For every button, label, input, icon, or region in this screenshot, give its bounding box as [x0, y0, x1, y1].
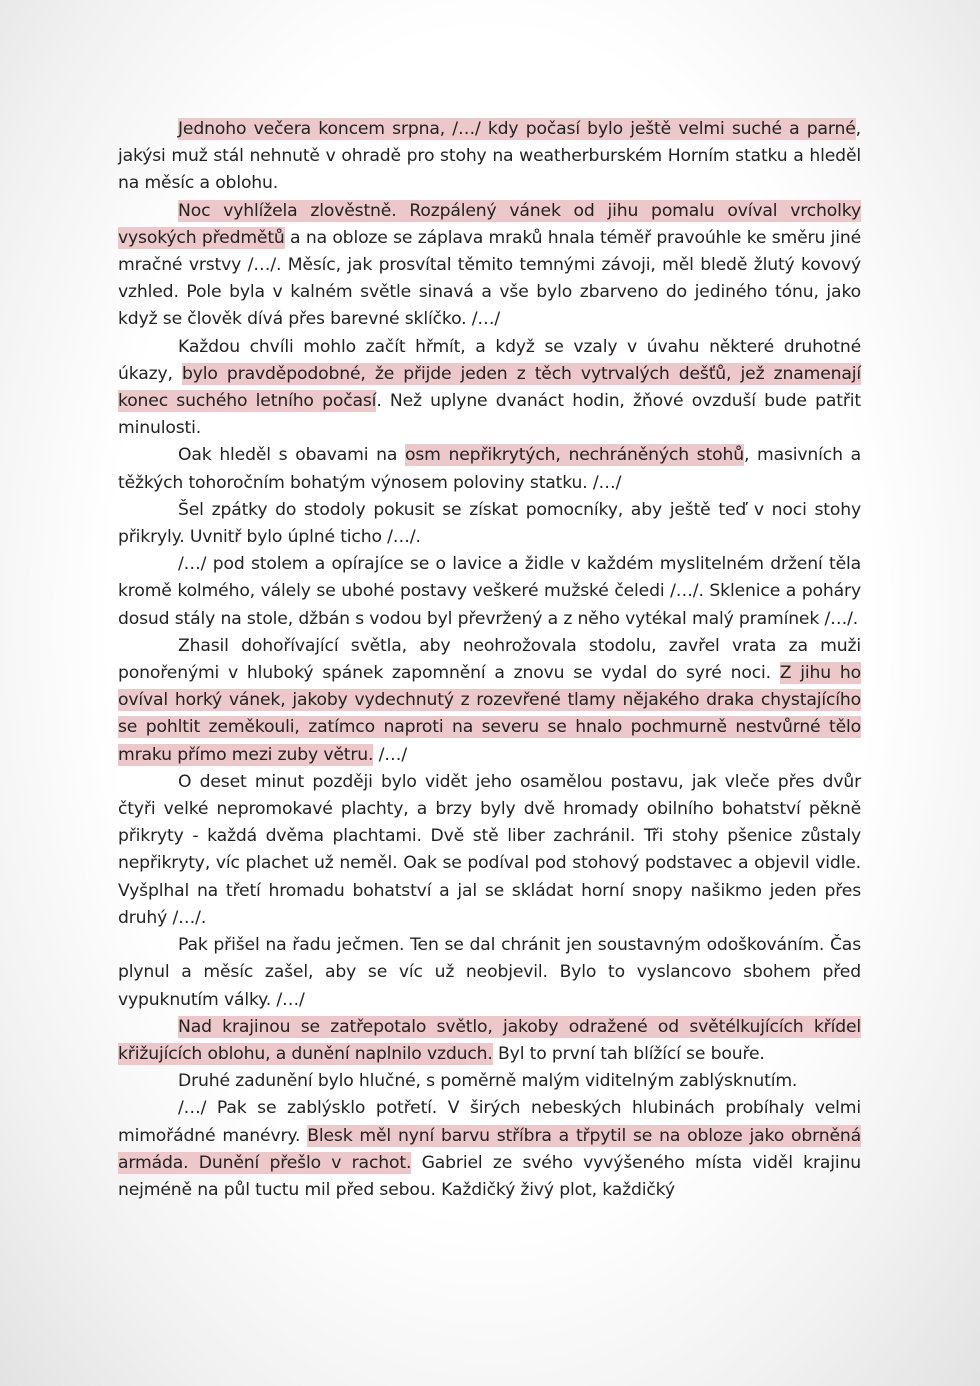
paragraph-8 — [118, 769, 861, 932]
paragraph-text: Oak hleděl s obavami na — [178, 445, 405, 466]
highlighted-text: Jednoho večera koncem srpna, /…/ kdy počasí bylo ještě velmi suché a parné — [178, 119, 856, 139]
highlighted-text: Nad krajinou se zatřepotalo světlo, jakoby odražené od světélkujících křídel křižujících oblohu, a dunění naplnilo vzduch. — [118, 1016, 861, 1064]
paragraph-7 — [118, 633, 861, 769]
document-page — [118, 116, 861, 1204]
paragraph-text: O deset minut později bylo vidět jeho osamělou postavu, jak vleče přes dvůr čtyři velké nepromokavé plachty, a brzy byly dvě hromady obilního bohatství pěkně přikryty - každá dvěma plachtami. Dvě stě liber zachránil. Tři stohy pšenice zůstaly nepřikryty, víc plachet už neměl. Oak se podíval pod stohový podstavec a objevil vidle. Vyšplhal na třetí hromadu bohatství a jal se skládat horní snopy našikmo jeden přes druhý /…/. — [118, 771, 861, 928]
paragraph-2 — [118, 198, 861, 334]
highlighted-text: Z jihu ho ovíval horký vánek, jakoby vydechnutý z rozevřené tlamy nějakého draka chystajícího se pohltit zeměkouli, zatímco naproti na severu se hnalo pochmurně nestvůrné tělo mraku přímo mezi zuby větru. — [118, 663, 861, 765]
paragraph-text: Pak přišel na řadu ječmen. Ten se dal chránit jen soustavným odoškováním. Čas plynul a měsíc zašel, aby se víc už neobjevil. Bylo to vyslancovo sbohem před vypuknutím války. /…/ — [118, 935, 861, 1010]
paragraph-10 — [118, 1014, 861, 1068]
paragraph-text: /…/ pod stolem a opírajíce se o lavice a židle v každém myslitelném držení těla kromě kolmého, válely se ubohé postavy veškeré mužské čeledi /…/. Sklenice a poháry dosud stály na stole, džbán s vodou byl převržený a z něho vytékal malý pramínek /…/. — [118, 554, 861, 629]
paragraph-text: /…/ Pak se zablýsklo potřetí. V širých nebeských hlubinách probíhaly velmi mimořádné manévry. — [118, 1098, 861, 1146]
paragraph-text: , masivních a těžkých tohoročním bohatým výnosem poloviny statku. /…/ — [118, 445, 861, 493]
paragraph-12 — [118, 1095, 861, 1204]
paragraph-text: Šel zpátky do stodoly pokusit se získat pomocníky, aby ještě teď v noci stohy přikryly. Uvnitř bylo úplné ticho /…/. — [118, 499, 861, 548]
paragraph-11 — [118, 1068, 861, 1095]
paragraph-9 — [118, 932, 861, 1014]
paragraph-text: . Než uplyne dvanáct hodin, žňové ovzduší bude patřit minulosti. — [118, 391, 861, 439]
highlighted-text: bylo pravděpodobné, že přijde jeden z těch vytrvalých dešťů, jež znamenají konec suchého letního počasí — [118, 363, 861, 412]
paragraph-text: Zhasil dohořívající světla, aby neohrožovala stodolu, zavřel vrata za muži ponořenými v hluboký spánek zapomnění a znovu se vydal do syré noci. — [118, 635, 861, 684]
paragraph-text: Gabriel ze svého vyvýšeného místa viděl krajinu nejméně na půl tuctu mil před sebou. Každičký živý plot, každičký — [118, 1152, 861, 1200]
highlighted-text: osm nepřikrytých, nechráněných stohů — [405, 445, 744, 466]
paragraph-6 — [118, 551, 861, 633]
paragraph-text: a na obloze se záplava mraků hnala téměř pravoúhle ke směru jiné mračné vrstvy /…/. Měsíc, jak prosvítal těmito temnými závoji, měl bledě žlutý kovový vzhled. Pole byla v kalném světle sinavá a vše bylo zbarveno do jediného tónu, jako když se člověk dívá přes barevné sklíčko. /…/ — [118, 227, 861, 330]
paragraph-text: , jakýsi muž stál nehnutě v ohradě pro stohy na weatherburském Horním statku a hleděl na měsíc a oblohu. — [118, 119, 861, 194]
paragraph-text: Byl to první tah blížící se bouře. — [492, 1043, 765, 1064]
paragraph-3 — [118, 334, 861, 443]
highlighted-text: Noc vyhlížela zlověstně. Rozpálený vánek od jihu pomalu ovíval vrcholky vysokých předmětů — [118, 200, 861, 248]
paragraph-text: Každou chvíli mohlo začít hřmít, a když se vzaly v úvahu některé druhotné úkazy, — [118, 336, 861, 384]
paragraph-1 — [118, 116, 861, 198]
paragraph-text: Druhé zadunění bylo hlučné, s poměrně malým viditelným zablýsknutím. — [178, 1071, 798, 1092]
paragraph-5 — [118, 497, 861, 551]
paragraph-4 — [118, 442, 861, 496]
paragraph-text: /…/ — [373, 744, 407, 765]
highlighted-text: Blesk měl nyní barvu stříbra a třpytil se na obloze jako obrněná armáda. Dunění přešlo v rachot. — [118, 1125, 861, 1173]
